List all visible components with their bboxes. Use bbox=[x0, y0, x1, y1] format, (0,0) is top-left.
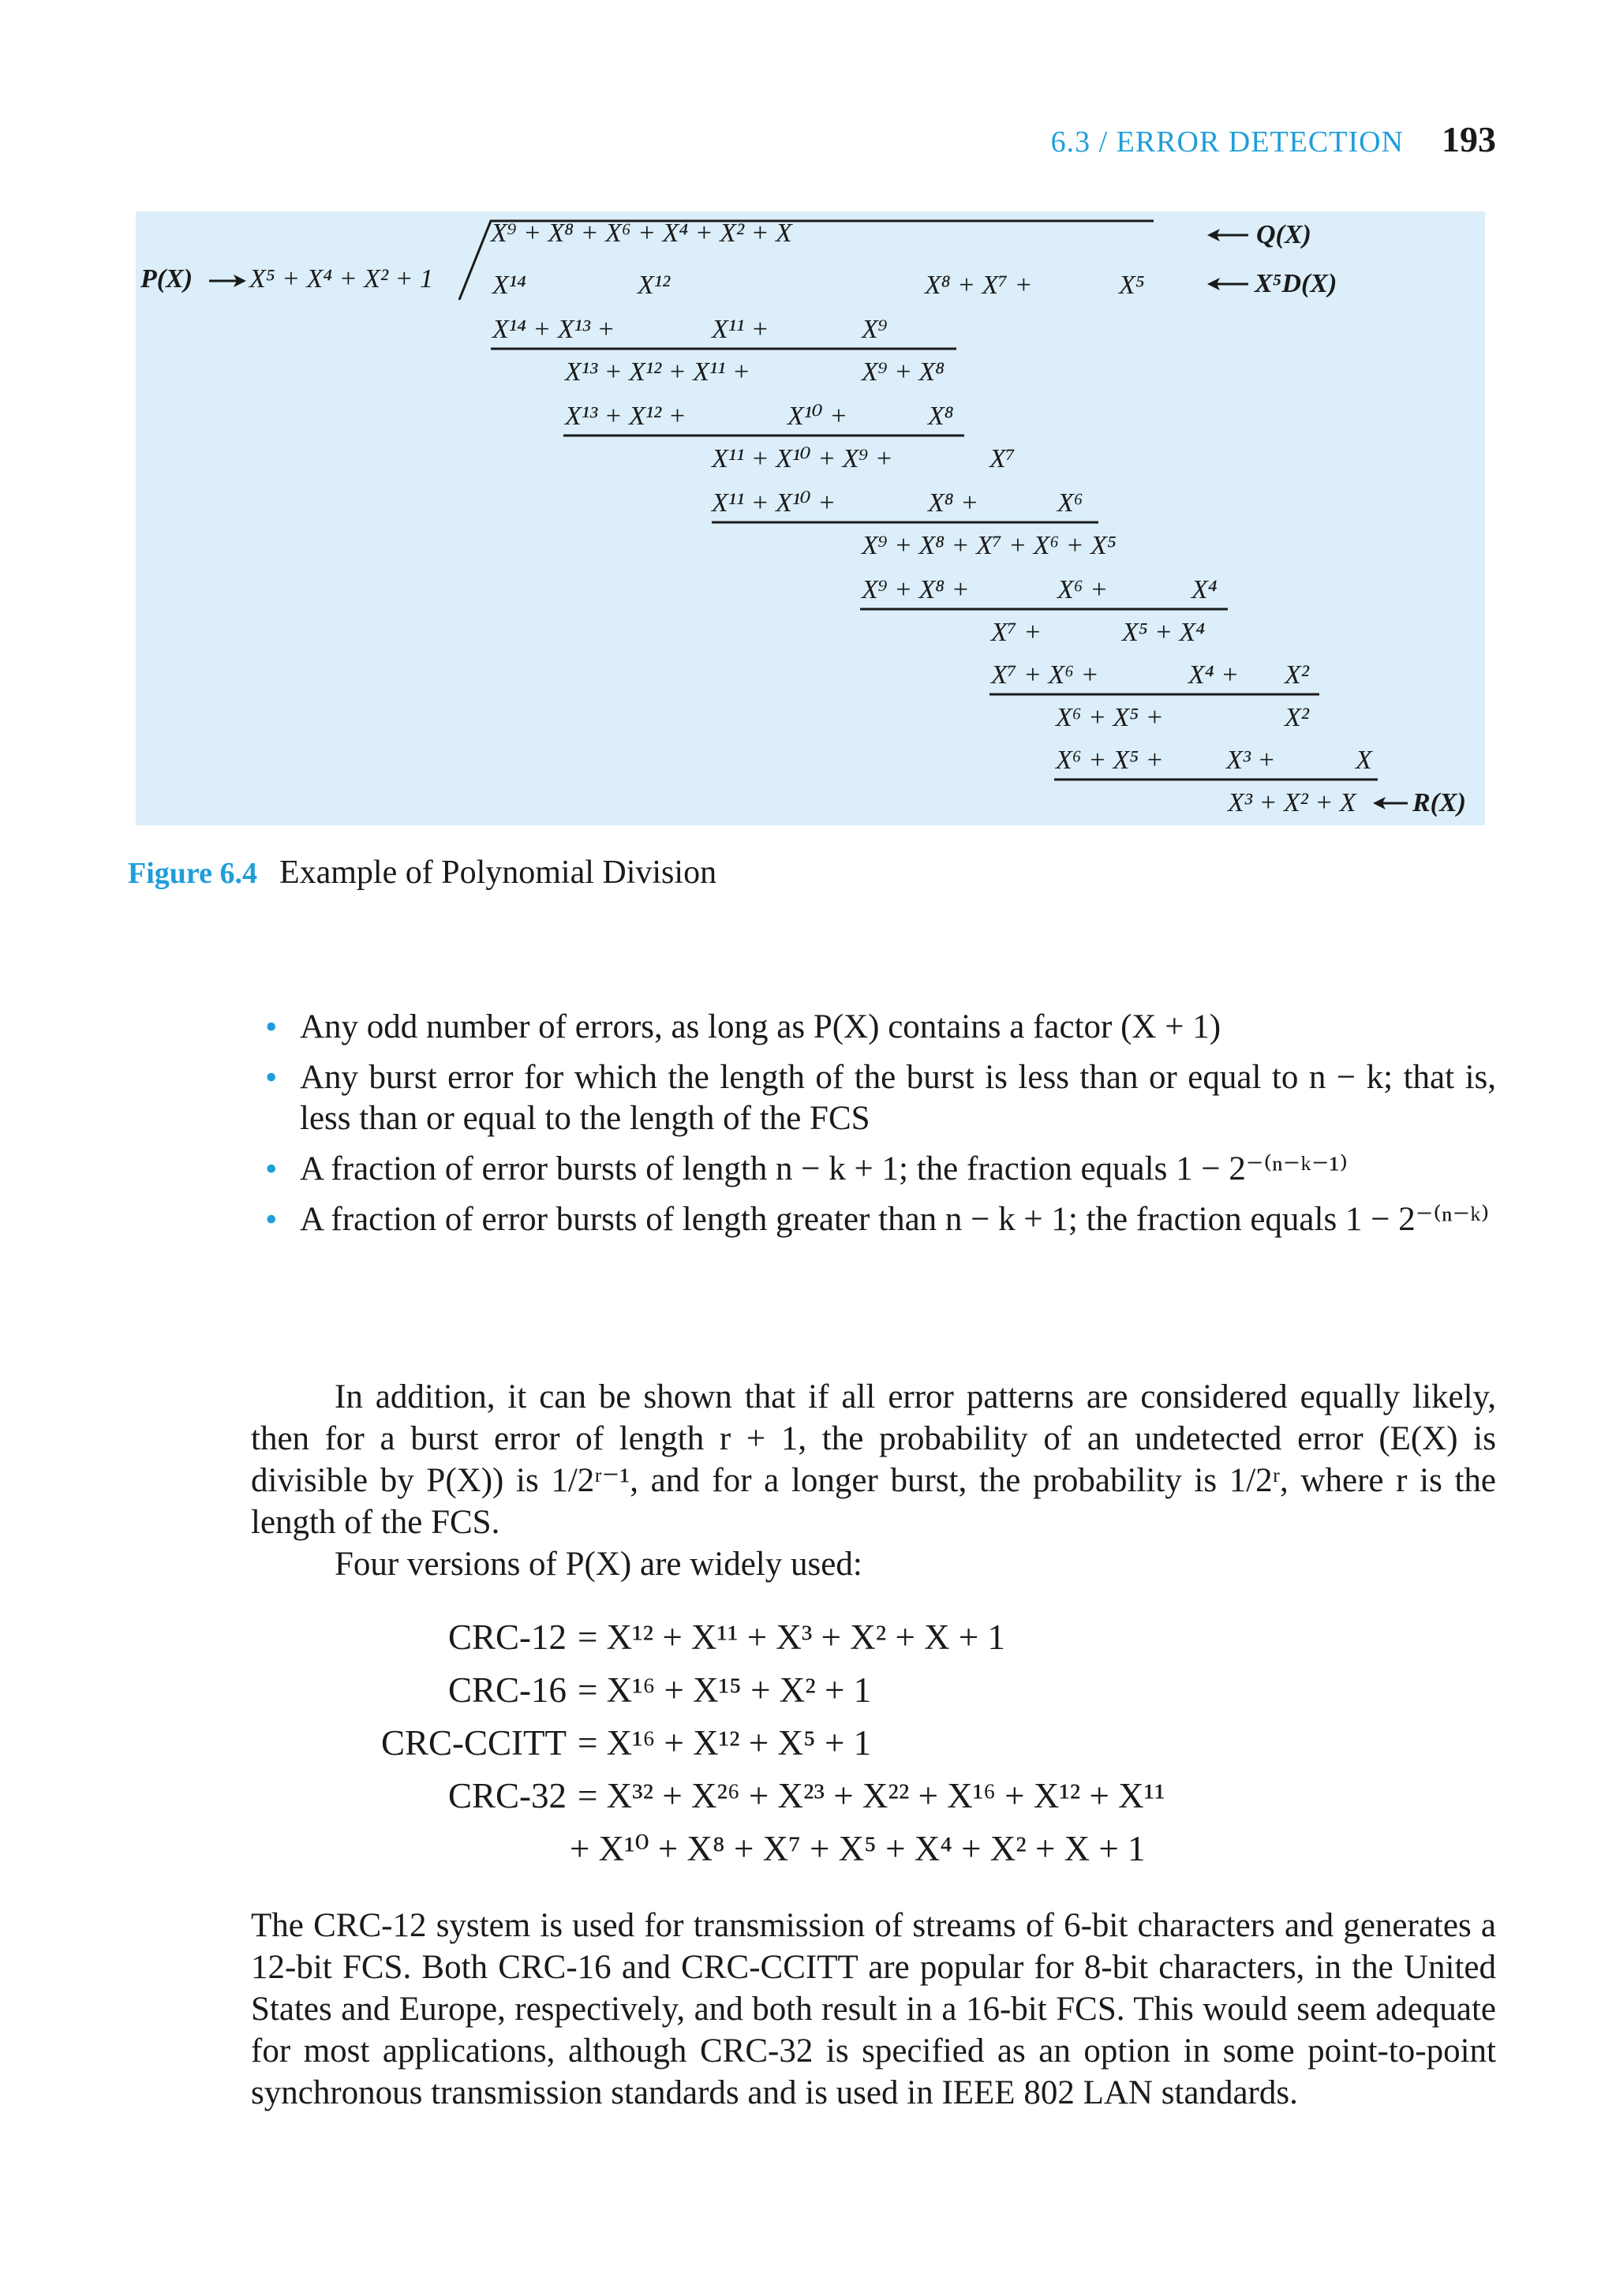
arrow-r bbox=[1373, 797, 1408, 810]
div-row-2-a: X¹³ + X¹² + X¹¹ + bbox=[565, 357, 750, 387]
page-number: 193 bbox=[1442, 119, 1496, 159]
div-row-6-a: X⁹ + X⁸ + X⁷ + X⁶ + X⁵ bbox=[862, 531, 1117, 560]
div-row-3-a: X¹³ + X¹² + bbox=[565, 402, 686, 431]
div-row-11-a: X⁶ + X⁵ + bbox=[1056, 746, 1164, 775]
div-row-0-d: X⁵ bbox=[1119, 271, 1145, 300]
equation-crc-32-continuation: + X¹⁰ + X⁸ + X⁷ + X⁵ + X⁴ + X² + X + 1 bbox=[570, 1829, 1146, 1868]
arrow-d bbox=[1207, 278, 1248, 290]
label-d: X⁵D(X) bbox=[1255, 269, 1337, 298]
equation-crc-16 bbox=[251, 1664, 1496, 1717]
div-row-4-b: X⁷ bbox=[989, 444, 1016, 473]
running-header bbox=[1051, 118, 1496, 160]
list-item: • A fraction of error bursts of length n − k + 1; the fraction equals 1 − 2⁻⁽ⁿ⁻ᵏ⁻¹⁾ bbox=[300, 1149, 1496, 1190]
label-p: P(X) bbox=[140, 264, 193, 294]
paragraph-crc-usage: The CRC-12 system is used for transmission of streams of 6-bit characters and generates a 12-bit FCS. Both CRC-16 and CRC-CCITT are popular for 8-bit characters, in the United States and Europe, respectively, and both result in a 16-bit FCS. This would seem adequate for most applications, although CRC-32 is specified as an option in some point-to-point synchronous transmission standards and is used in IEEE 802 LAN standards. bbox=[251, 1907, 1496, 2111]
figure-label: Figure 6.4 bbox=[128, 857, 257, 890]
figure-caption-text: Example of Polynomial Division bbox=[279, 854, 717, 891]
error-detection-list bbox=[300, 1007, 1496, 1250]
arrow-q bbox=[1207, 229, 1248, 241]
equation-crc-ccitt bbox=[251, 1717, 1496, 1770]
paragraph-probability: In addition, it can be shown that if all error patterns are considered equally likely, then for a burst error of length r + 1, the probability of an undetected error (E(X) is divisible by P(X)) is 1/2ʳ⁻¹, and for a longer burst, the probability is 1/2ʳ, where r is the length of the FCS. bbox=[251, 1378, 1496, 1541]
equation-crc-12 bbox=[251, 1611, 1496, 1664]
div-row-1-c: X⁹ bbox=[862, 315, 888, 344]
div-row-0-c: X⁸ + X⁷ + bbox=[925, 271, 1033, 300]
crc-equations bbox=[251, 1611, 1496, 1875]
equation-name: CRC-12 bbox=[447, 1617, 567, 1657]
div-row-9-c: X² bbox=[1285, 660, 1309, 690]
div-row-0-b: X¹² bbox=[638, 271, 671, 300]
equation-expr: = X¹² + X¹¹ + X³ + X² + X + 1 bbox=[578, 1617, 1005, 1657]
paragraph-versions: Four versions of P(X) are widely used: bbox=[335, 1546, 862, 1583]
quotient: X⁹ + X⁸ + X⁶ + X⁴ + X² + X bbox=[491, 219, 792, 248]
equation-name: CRC-16 bbox=[447, 1670, 567, 1710]
arrow-p bbox=[209, 275, 246, 287]
div-row-5-b: X⁸ + bbox=[928, 488, 979, 518]
div-row-2-b: X⁹ + X⁸ bbox=[862, 357, 945, 387]
list-item: • Any burst error for which the length of the burst is less than or equal to n − k; that is, less than or equal to the length of the FCS bbox=[300, 1057, 1496, 1139]
div-row-9-a: X⁷ + X⁶ + bbox=[991, 660, 1099, 690]
equation-name: CRC-32 bbox=[447, 1776, 567, 1815]
div-row-0-a: X¹⁴ bbox=[492, 271, 526, 300]
polynomial-division-figure bbox=[136, 211, 1485, 825]
div-row-5-a: X¹¹ + X¹⁰ + bbox=[712, 488, 836, 518]
list-item: • A fraction of error bursts of length greater than n − k + 1; the fraction equals 1 − 2⁻⁽ⁿ⁻ᵏ⁾ bbox=[300, 1199, 1496, 1240]
equation-crc-32 bbox=[251, 1770, 1496, 1823]
div-row-5-c: X⁶ bbox=[1057, 488, 1083, 518]
div-row-4-a: X¹¹ + X¹⁰ + X⁹ + bbox=[712, 444, 893, 473]
div-row-1-a: X¹⁴ + X¹³ + bbox=[492, 315, 615, 344]
div-row-7-c: X⁴ bbox=[1191, 575, 1218, 604]
equation-expr: = X¹⁶ + X¹⁵ + X² + 1 bbox=[578, 1670, 872, 1710]
list-item: • Any odd number of errors, as long as P(X) contains a factor (X + 1) bbox=[300, 1007, 1496, 1048]
div-row-3-c: X⁸ bbox=[928, 402, 954, 431]
equation-expr: = X³² + X²⁶ + X²³ + X²² + X¹⁶ + X¹² + X¹¹ bbox=[578, 1776, 1165, 1815]
div-row-3-b: X¹⁰ + bbox=[787, 402, 848, 431]
div-row-8-b: X⁵ + X⁴ bbox=[1122, 618, 1206, 647]
div-row-10-a: X⁶ + X⁵ + bbox=[1056, 703, 1164, 732]
div-row-11-b: X³ + bbox=[1226, 746, 1276, 775]
label-q: Q(X) bbox=[1256, 220, 1311, 249]
equation-expr: = X¹⁶ + X¹² + X⁵ + 1 bbox=[578, 1723, 872, 1763]
div-row-7-a: X⁹ + X⁸ + bbox=[862, 575, 970, 604]
div-row-11-c: X bbox=[1356, 746, 1372, 775]
div-row-8-a: X⁷ + bbox=[991, 618, 1042, 647]
section-title: 6.3 / ERROR DETECTION bbox=[1050, 125, 1404, 159]
div-row-1-b: X¹¹ + bbox=[712, 315, 769, 344]
remainder: X³ + X² + X bbox=[1228, 788, 1356, 817]
div-row-10-b: X² bbox=[1285, 703, 1309, 732]
div-row-9-b: X⁴ + bbox=[1188, 660, 1240, 690]
label-r: R(X) bbox=[1412, 788, 1466, 817]
div-row-7-b: X⁶ + bbox=[1057, 575, 1109, 604]
figure-caption bbox=[128, 854, 716, 892]
divisor: X⁵ + X⁴ + X² + 1 bbox=[249, 264, 433, 294]
equation-name: CRC-CCITT bbox=[380, 1723, 567, 1763]
division-diagram bbox=[136, 211, 1485, 825]
